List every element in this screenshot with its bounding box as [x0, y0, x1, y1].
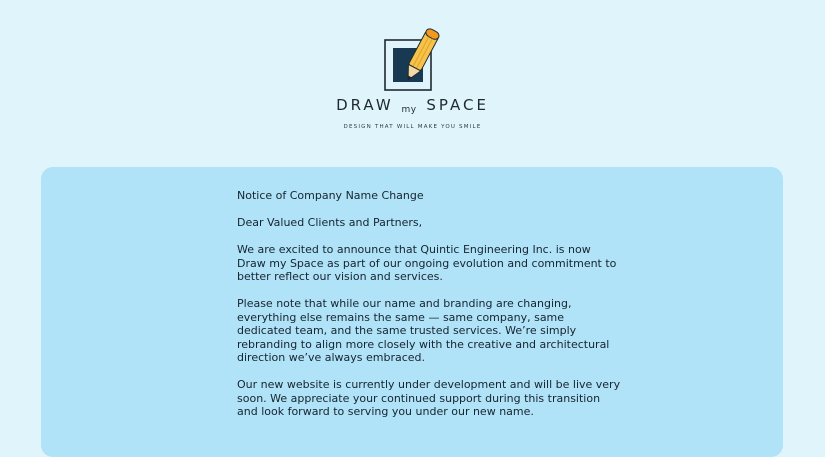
brand-name-space: SPACE — [426, 96, 489, 114]
paragraph-line: soon. We appreciate your continued support during this transition — [237, 391, 601, 405]
brand-name-draw: DRAW — [336, 96, 394, 114]
paragraph-line: and look forward to serving you under our new name. — [237, 405, 534, 418]
paragraph-line: We are excited to announce that Quintic Engineering Inc. is now — [237, 243, 591, 256]
notice-letter — [237, 189, 621, 432]
paragraph-line: Please note that while our name and branding are changing, — [237, 297, 572, 310]
letter-paragraph-1 — [237, 243, 617, 284]
brand-logo — [0, 24, 825, 130]
paragraph-line: direction we’ve always embraced. — [237, 351, 426, 364]
paragraph-line: Our new website is currently under development and will be live very — [237, 378, 621, 391]
paragraph-line: better reflect our vision and services. — [237, 270, 443, 283]
letter-salutation: Dear Valued Clients and Partners, — [237, 216, 423, 229]
letter-heading: Notice of Company Name Change — [237, 189, 424, 202]
letter-paragraph-3 — [237, 378, 621, 419]
paragraph-line: everything else remains the same — same company, same — [237, 310, 565, 324]
paragraph-line: dedicated team, and the same trusted services. We’re simply — [237, 324, 577, 337]
paragraph-line: rebranding to align more closely with the creative and architectural — [237, 337, 610, 351]
letter-paragraph-2 — [237, 297, 610, 365]
brand-name-my: my — [401, 105, 417, 115]
brand-name — [0, 96, 825, 119]
pencil-logo-icon — [383, 24, 443, 94]
brand-tagline: DESIGN THAT WILL MAKE YOU SMILE — [343, 124, 482, 130]
notice-card — [41, 167, 783, 457]
paragraph-line: Draw my Space as part of our ongoing evolution and commitment to — [237, 256, 617, 270]
